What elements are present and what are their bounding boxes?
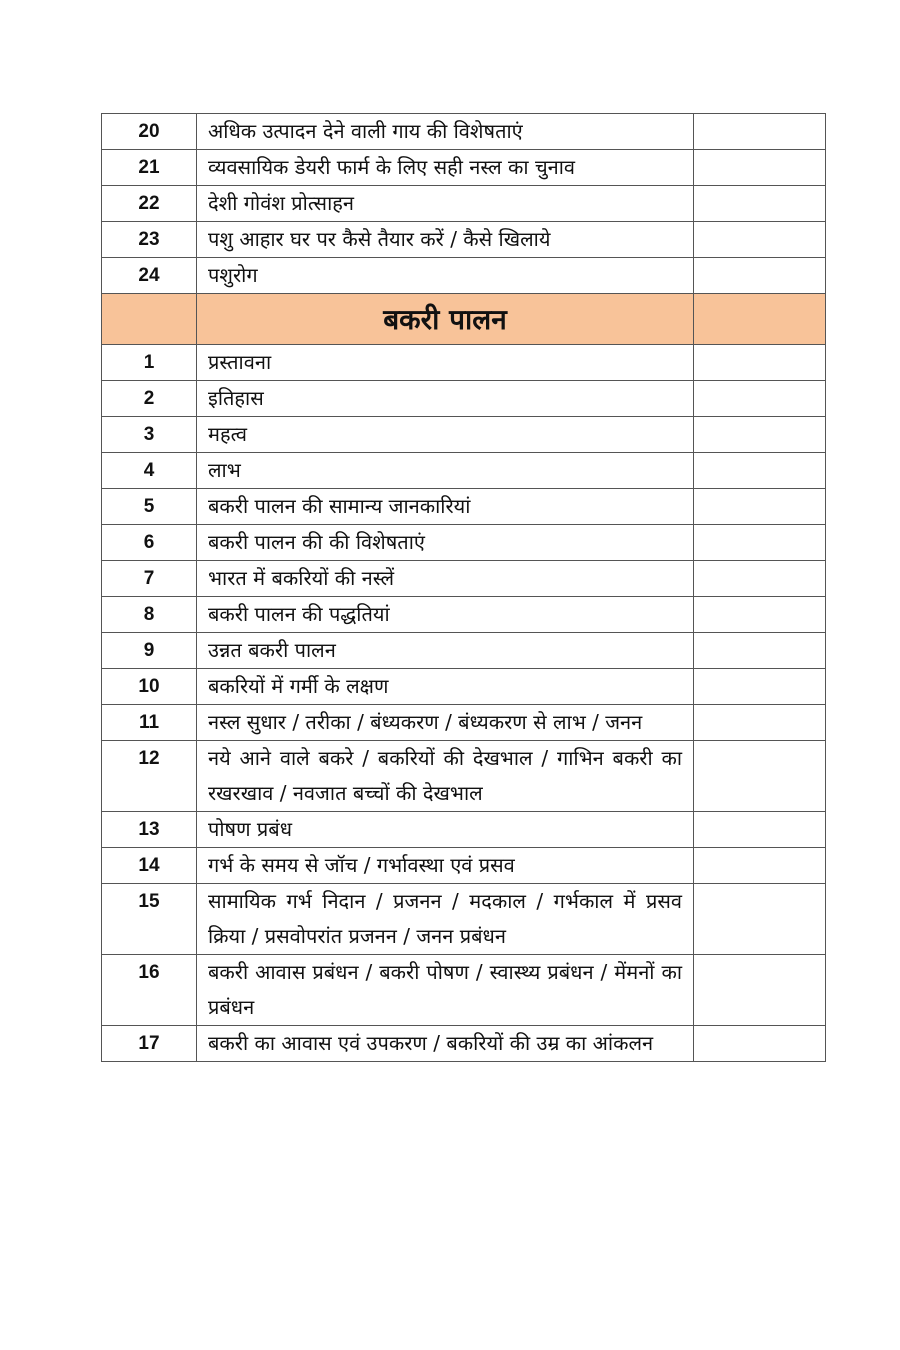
row-page bbox=[694, 561, 826, 597]
row-page bbox=[694, 489, 826, 525]
row-page bbox=[694, 848, 826, 884]
row-page bbox=[694, 884, 826, 955]
table-row bbox=[102, 812, 826, 848]
table-row bbox=[102, 453, 826, 489]
row-number: 17 bbox=[102, 1026, 197, 1062]
row-title: उन्नत बकरी पालन bbox=[197, 633, 694, 669]
table-row bbox=[102, 417, 826, 453]
contents-table-body bbox=[102, 114, 826, 1062]
row-number: 2 bbox=[102, 381, 197, 417]
row-title: व्यवसायिक डेयरी फार्म के लिए सही नस्ल का चुनाव bbox=[197, 150, 694, 186]
row-page bbox=[694, 345, 826, 381]
row-title: अधिक उत्पादन देने वाली गाय की विशेषताएं bbox=[197, 114, 694, 150]
table-row bbox=[102, 884, 826, 955]
row-page bbox=[694, 150, 826, 186]
row-number: 22 bbox=[102, 186, 197, 222]
row-number: 13 bbox=[102, 812, 197, 848]
row-page bbox=[694, 955, 826, 1026]
row-title: बकरी पालन की की विशेषताएं bbox=[197, 525, 694, 561]
row-title: गर्भ के समय से जॉच / गर्भावस्था एवं प्रसव bbox=[197, 848, 694, 884]
row-page bbox=[694, 186, 826, 222]
table-row bbox=[102, 848, 826, 884]
row-title: देशी गोवंश प्रोत्साहन bbox=[197, 186, 694, 222]
row-page bbox=[694, 381, 826, 417]
row-title: सामायिक गर्भ निदान / प्रजनन / मदकाल / गर्भकाल में प्रसव क्रिया / प्रसवोपरांत प्रजनन / जनन प्रबंधन bbox=[197, 884, 694, 955]
table-row bbox=[102, 489, 826, 525]
row-page bbox=[694, 417, 826, 453]
row-page bbox=[694, 525, 826, 561]
table-row bbox=[102, 345, 826, 381]
row-title: बकरी आवास प्रबंधन / बकरी पोषण / स्वास्थ्य प्रबंधन / मेंमनों का प्रबंधन bbox=[197, 955, 694, 1026]
row-page bbox=[694, 114, 826, 150]
row-number: 7 bbox=[102, 561, 197, 597]
table-row bbox=[102, 222, 826, 258]
row-title: पशुरोग bbox=[197, 258, 694, 294]
table-row bbox=[102, 114, 826, 150]
table-row bbox=[102, 669, 826, 705]
row-number: 21 bbox=[102, 150, 197, 186]
section-title: बकरी पालन bbox=[197, 294, 694, 345]
row-page bbox=[694, 741, 826, 812]
row-page bbox=[694, 705, 826, 741]
table-row bbox=[102, 561, 826, 597]
row-page bbox=[694, 597, 826, 633]
row-number: 20 bbox=[102, 114, 197, 150]
table-row bbox=[102, 150, 826, 186]
row-number: 9 bbox=[102, 633, 197, 669]
section-page-cell bbox=[694, 294, 826, 345]
row-number: 3 bbox=[102, 417, 197, 453]
row-number: 8 bbox=[102, 597, 197, 633]
row-number: 4 bbox=[102, 453, 197, 489]
row-page bbox=[694, 1026, 826, 1062]
row-title: नस्ल सुधार / तरीका / बंध्यकरण / बंध्यकरण से लाभ / जनन bbox=[197, 705, 694, 741]
table-row bbox=[102, 597, 826, 633]
table-row bbox=[102, 705, 826, 741]
table-row bbox=[102, 186, 826, 222]
row-title: बकरी का आवास एवं उपकरण / बकरियों की उम्र का आंकलन bbox=[197, 1026, 694, 1062]
row-number: 12 bbox=[102, 741, 197, 812]
row-number: 1 bbox=[102, 345, 197, 381]
row-title: नये आने वाले बकरे / बकरियों की देखभाल / गाभिन बकरी का रखरखाव / नवजात बच्चों की देखभाल bbox=[197, 741, 694, 812]
contents-table bbox=[101, 113, 826, 1062]
section-number-cell bbox=[102, 294, 197, 345]
row-number: 24 bbox=[102, 258, 197, 294]
table-row bbox=[102, 525, 826, 561]
row-page bbox=[694, 453, 826, 489]
row-title: पशु आहार घर पर कैसे तैयार करें / कैसे खिलाये bbox=[197, 222, 694, 258]
row-number: 16 bbox=[102, 955, 197, 1026]
row-title: लाभ bbox=[197, 453, 694, 489]
row-page bbox=[694, 812, 826, 848]
row-number: 23 bbox=[102, 222, 197, 258]
row-title: महत्व bbox=[197, 417, 694, 453]
row-title: बकरियों में गर्मी के लक्षण bbox=[197, 669, 694, 705]
table-row bbox=[102, 1026, 826, 1062]
row-page bbox=[694, 258, 826, 294]
table-row bbox=[102, 381, 826, 417]
row-title: बकरी पालन की सामान्य जानकारियां bbox=[197, 489, 694, 525]
table-row bbox=[102, 258, 826, 294]
row-title: प्रस्तावना bbox=[197, 345, 694, 381]
row-page bbox=[694, 669, 826, 705]
row-title: इतिहास bbox=[197, 381, 694, 417]
row-title: बकरी पालन की पद्धतियां bbox=[197, 597, 694, 633]
row-number: 5 bbox=[102, 489, 197, 525]
table-row bbox=[102, 741, 826, 812]
table-row bbox=[102, 955, 826, 1026]
table-row bbox=[102, 633, 826, 669]
row-title: पोषण प्रबंध bbox=[197, 812, 694, 848]
row-number: 11 bbox=[102, 705, 197, 741]
row-page bbox=[694, 222, 826, 258]
row-number: 6 bbox=[102, 525, 197, 561]
row-number: 14 bbox=[102, 848, 197, 884]
row-number: 15 bbox=[102, 884, 197, 955]
section-header-row bbox=[102, 294, 826, 345]
row-page bbox=[694, 633, 826, 669]
row-title: भारत में बकरियों की नस्लें bbox=[197, 561, 694, 597]
row-number: 10 bbox=[102, 669, 197, 705]
